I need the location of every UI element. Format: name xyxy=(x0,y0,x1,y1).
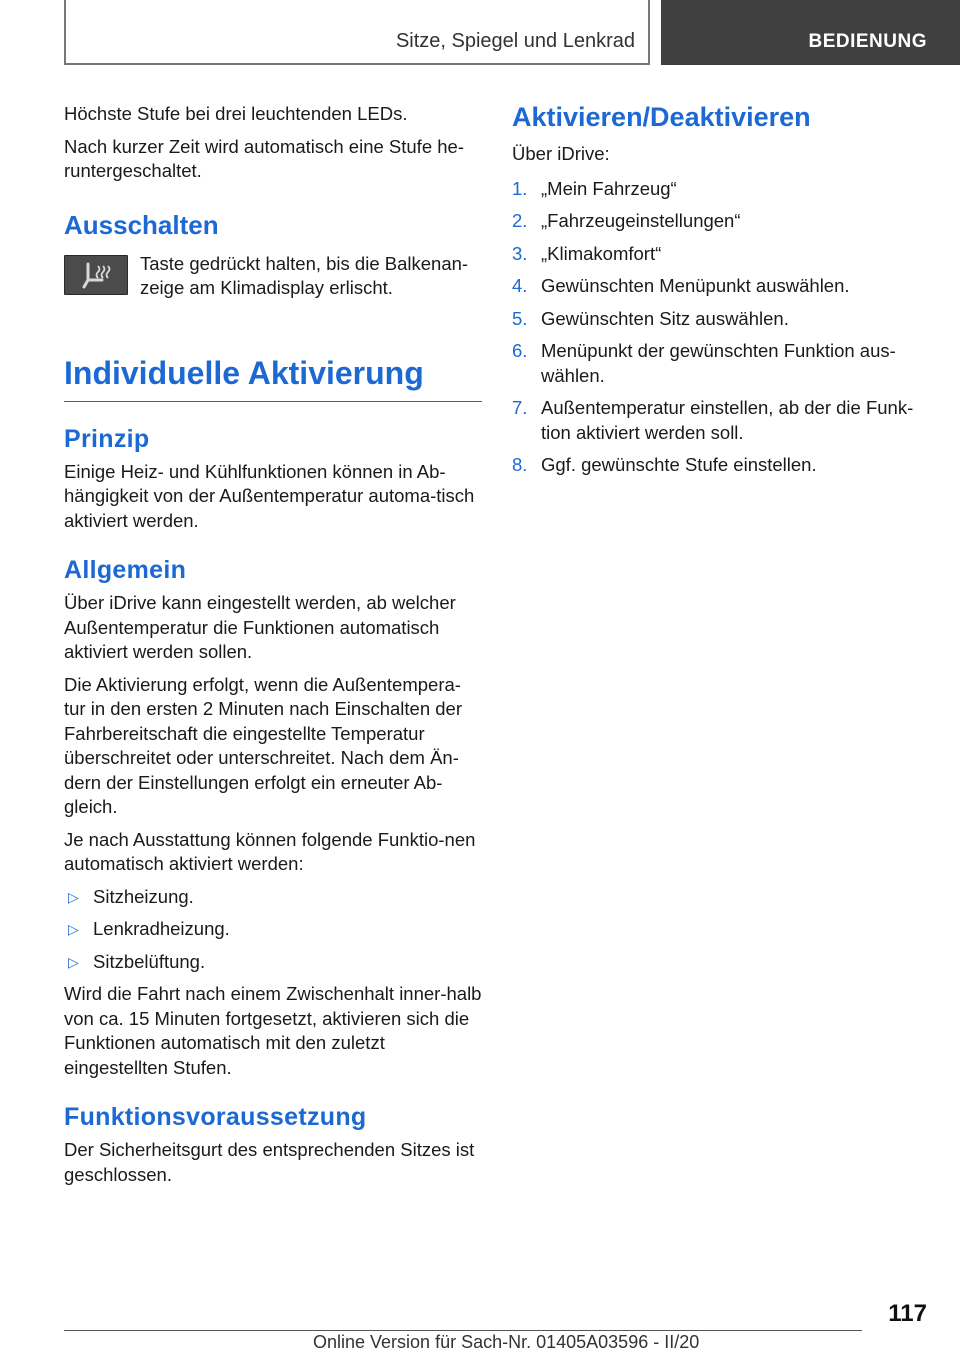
function-list xyxy=(64,885,482,975)
heading-funktionsvoraussetzung: Funktionsvoraussetzung xyxy=(64,1103,367,1131)
prinzip-text: Einige Heiz- und Kühlfunktionen können in Ab-hängigkeit von der Außentemperatur automa-tisch aktiviert werden. xyxy=(64,460,475,531)
allgemein-paragraph-4: Wird die Fahrt nach einem Zwischenhalt inner-halb von ca. 15 Minuten fortgesetzt, aktivieren sich die Funktionen automatisch mit den zuletzt eingestellten Stufen. xyxy=(64,983,482,1078)
idrive-intro: Über iDrive: xyxy=(512,143,610,164)
footer-divider xyxy=(64,1330,862,1331)
funktion-text: Der Sicherheitsgurt des entsprechenden Sitzes ist geschlossen. xyxy=(64,1139,475,1185)
ausschalten-row xyxy=(64,252,482,309)
seat-heating-icon xyxy=(76,260,116,290)
online-version-note: Online Version für Sach-Nr. 01405A03596 - II/20 xyxy=(313,1332,700,1352)
chapter-title: Sitze, Spiegel und Lenkrad xyxy=(395,30,635,52)
list-item: 7. Außentemperatur einstellen, ab der die Funk-tion aktiviert werden soll. xyxy=(512,397,914,443)
header-frame-left xyxy=(64,0,66,64)
heading-aktivieren-deaktivieren: Aktivieren/Deaktivieren xyxy=(512,102,811,132)
header-frame-bottom xyxy=(64,63,650,65)
triangle-bullet-icon: ▷ xyxy=(68,888,79,905)
heading-individuelle-aktivierung: Individuelle Aktivierung xyxy=(64,353,482,402)
list-item: ▷ Sitzheizung. xyxy=(64,885,482,910)
list-item: 6. Menüpunkt der gewünschten Funktion aus-wählen. xyxy=(512,340,896,386)
allgemein-paragraph-1: Über iDrive kann eingestellt werden, ab welcher Außentemperatur die Funktionen automatisch aktiviert werden sollen. xyxy=(64,592,456,662)
heading-allgemein: Allgemein xyxy=(64,556,187,584)
seat-heating-button-icon xyxy=(64,255,128,295)
heading-ausschalten: Ausschalten xyxy=(64,209,219,240)
paragraph-highest-level: Höchste Stufe bei drei leuchtenden LEDs. xyxy=(64,103,408,124)
right-column xyxy=(512,102,932,486)
header-frame-right xyxy=(648,0,650,64)
list-item: 8. Ggf. gewünschte Stufe einstellen. xyxy=(512,454,817,475)
list-item: 4. Gewünschten Menüpunkt auswählen. xyxy=(512,275,850,296)
page-number: 117 xyxy=(888,1300,927,1327)
triangle-bullet-icon: ▷ xyxy=(68,921,79,937)
steps-list xyxy=(512,177,932,478)
list-item: ▷ Lenkradheizung. xyxy=(64,917,482,942)
ausschalten-instruction: Taste gedrückt halten, bis die Balkenan-zeige am Klimadisplay erlischt. xyxy=(140,252,469,298)
list-item: 2. „Fahrzeugeinstellungen“ xyxy=(512,210,741,231)
allgemein-paragraph-2: Die Aktivierung erfolgt, wenn die Außentempera-tur in den ersten 2 Minuten nach Einschalten der Fahrbereitschaft die eingestellte Temperatur überschreitet oder unterschreitet. Nach dem Än-dern der Einstellungen erfolgt ein erneuter Ab-gleich. xyxy=(64,673,462,817)
list-item: 3. „Klimakomfort“ xyxy=(512,242,662,264)
triangle-bullet-icon: ▷ xyxy=(68,953,79,970)
list-item: ▷ Sitzbelüftung. xyxy=(64,950,482,975)
section-tab-label: BEDIENUNG xyxy=(808,31,927,52)
allgemein-paragraph-3: Je nach Ausstattung können folgende Funktio-nen automatisch aktiviert werden: xyxy=(64,828,476,874)
paragraph-auto-downshift: Nach kurzer Zeit wird automatisch eine Stufe he-runtergeschaltet. xyxy=(64,135,464,181)
section-tab xyxy=(661,0,960,65)
heading-prinzip: Prinzip xyxy=(64,424,150,453)
list-item: 5. Gewünschten Sitz auswählen. xyxy=(512,307,789,329)
list-item: 1. „Mein Fahrzeug“ xyxy=(512,177,677,199)
left-column xyxy=(64,102,482,1195)
